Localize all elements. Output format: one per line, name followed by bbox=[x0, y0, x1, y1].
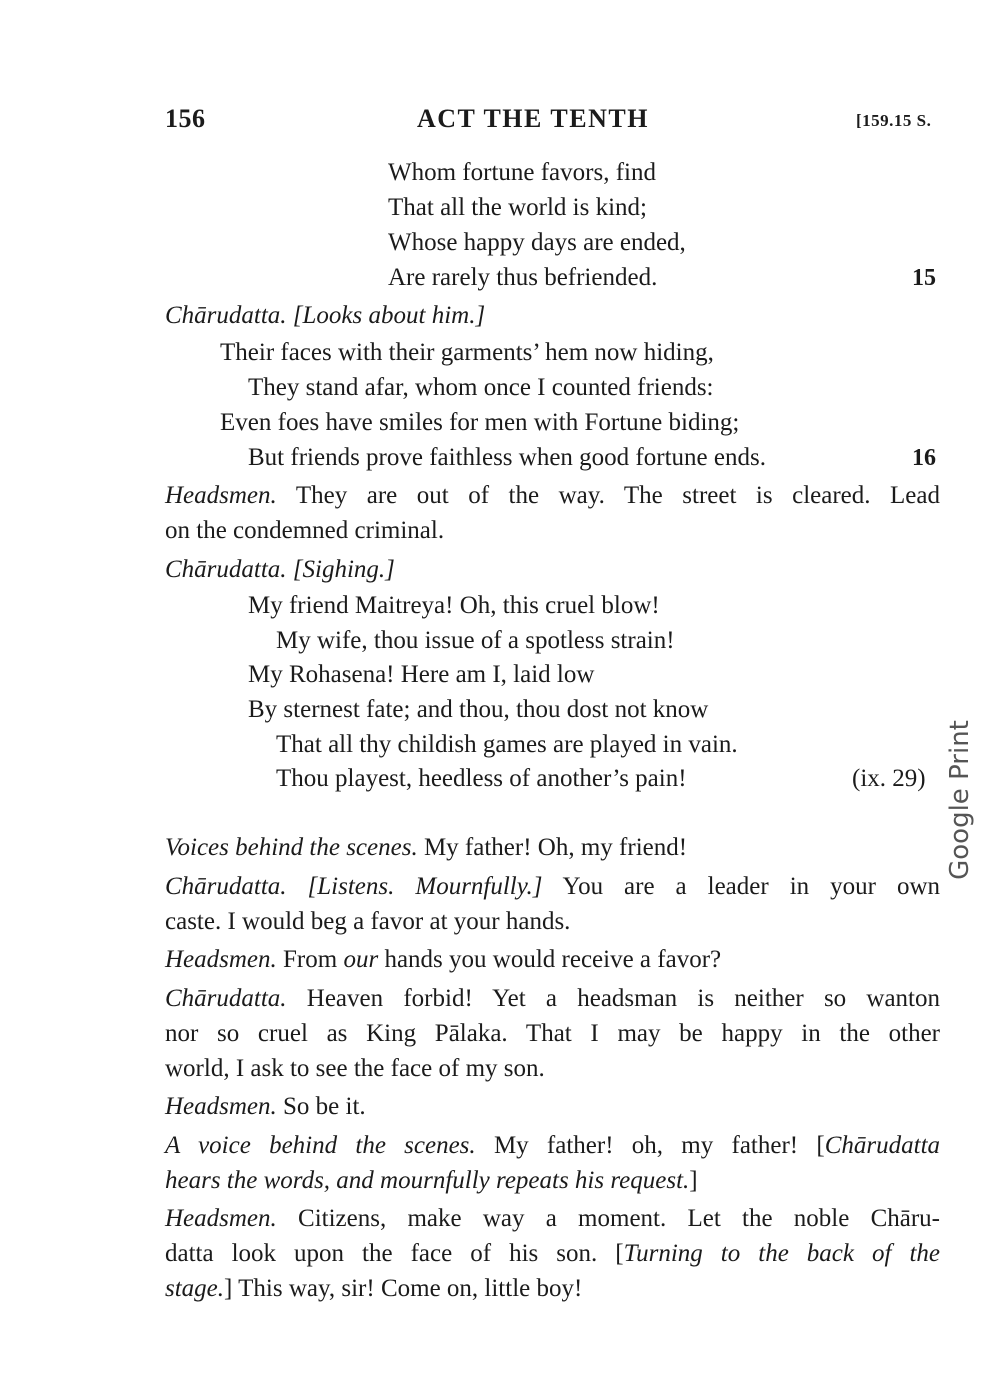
verse-line: Thou playest, heedless of another’s pain! bbox=[276, 765, 687, 792]
verse-line: My wife, thou issue of a spotless strain! bbox=[276, 627, 675, 654]
emphasis-text: our bbox=[343, 946, 379, 973]
verse-line: But friends prove faithless when good fortune ends. bbox=[248, 444, 766, 471]
direction-text: Chārudatta bbox=[824, 1132, 941, 1159]
verse-number: 15 bbox=[912, 265, 936, 291]
speaker-name: Headsmen. bbox=[165, 482, 277, 509]
dialogue-text: datta look upon the face of his son. [ bbox=[165, 1240, 624, 1267]
dialogue-text: They are out of the way. The street is cleared. Lead bbox=[295, 482, 940, 509]
speaker-name: Chārudatta. bbox=[165, 302, 287, 329]
verse-line: Their faces with their garments’ hem now hiding, bbox=[220, 339, 714, 366]
page-reference: [159.15 S. bbox=[856, 111, 932, 130]
direction-text: [Looks about him.] bbox=[292, 302, 486, 329]
dialogue-line: world, I ask to see the face of my son. bbox=[165, 1055, 545, 1082]
dialogue-line bbox=[165, 1239, 940, 1269]
dialogue-text: Heaven forbid! Yet a headsman is neither so wanton bbox=[306, 985, 940, 1012]
verse-number: 16 bbox=[912, 445, 936, 471]
dialogue-line: on the condemned criminal. bbox=[165, 517, 445, 544]
dialogue-line bbox=[165, 945, 721, 975]
verse-line: Whose happy days are ended, bbox=[388, 229, 686, 256]
dialogue-text: Citizens, make way a moment. Let the noble Chāru- bbox=[298, 1205, 941, 1232]
direction-text: stage. bbox=[165, 1275, 225, 1302]
dialogue-line bbox=[165, 1166, 698, 1196]
dialogue-text: So be it. bbox=[283, 1093, 366, 1120]
speaker-name: Voices behind the scenes. bbox=[165, 834, 418, 861]
verse-line: Are rarely thus befriended. bbox=[388, 264, 658, 291]
verse-line: By sternest fate; and thou, thou dost not know bbox=[248, 696, 709, 723]
dialogue-text: hands you would receive a favor? bbox=[384, 946, 722, 973]
dialogue-line bbox=[165, 481, 940, 511]
stage-direction bbox=[165, 301, 485, 331]
dialogue-line bbox=[165, 1204, 940, 1234]
dialogue-line bbox=[165, 1092, 366, 1122]
dialogue-text: ] This way, sir! Come on, little boy! bbox=[224, 1275, 583, 1302]
speaker-name: Chārudatta. bbox=[165, 873, 287, 900]
speaker-name: Headsmen. bbox=[165, 1093, 277, 1120]
running-title: ACT THE TENTH bbox=[417, 104, 649, 133]
stage-direction bbox=[165, 555, 395, 585]
dialogue-line: caste. I would beg a favor at your hands. bbox=[165, 908, 571, 935]
speaker-name: Headsmen. bbox=[165, 1205, 277, 1232]
verse-line: Whom fortune favors, find bbox=[388, 159, 656, 186]
verse-number: (ix. 29) bbox=[852, 765, 926, 792]
dialogue-text: My father! oh, my father! [ bbox=[493, 1132, 825, 1159]
watermark-text: Google Print bbox=[945, 720, 975, 880]
speaker-name: Chārudatta. bbox=[165, 556, 287, 583]
verse-line: Even foes have smiles for men with Fortune biding; bbox=[220, 409, 740, 436]
dialogue-line bbox=[165, 984, 940, 1014]
verse-line: My Rohasena! Here am I, laid low bbox=[248, 661, 595, 688]
dialogue-text: ] bbox=[689, 1167, 698, 1194]
dialogue-line bbox=[165, 833, 687, 863]
verse-line: That all the world is kind; bbox=[388, 194, 647, 221]
dialogue-line bbox=[165, 1131, 940, 1161]
direction-text: Turning to the back of the bbox=[623, 1240, 940, 1267]
direction-text: hears the words, and mournfully repeats his request. bbox=[165, 1167, 690, 1194]
page-number: 156 bbox=[165, 104, 206, 133]
google-print-watermark bbox=[930, 710, 990, 890]
verse-line: My friend Maitreya! Oh, this cruel blow! bbox=[248, 592, 660, 619]
dialogue-text: My father! Oh, my friend! bbox=[423, 834, 688, 861]
dialogue-line bbox=[165, 872, 940, 902]
verse-line: They stand afar, whom once I counted friends: bbox=[248, 374, 714, 401]
dialogue-line bbox=[165, 1274, 582, 1304]
speaker-name: Chārudatta. bbox=[165, 985, 287, 1012]
speaker-name: Headsmen. bbox=[165, 946, 277, 973]
direction-text: [Sighing.] bbox=[292, 556, 395, 583]
dialogue-line: nor so cruel as King Pālaka. That I may be happy in the other bbox=[165, 1020, 940, 1047]
speaker-name: A voice behind the scenes. bbox=[165, 1132, 476, 1159]
verse-line: That all thy childish games are played in vain. bbox=[276, 731, 738, 758]
dialogue-text: From bbox=[283, 946, 338, 973]
direction-text: [Listens. Mournfully.] bbox=[307, 873, 543, 900]
dialogue-text: You are a leader in your own bbox=[562, 873, 940, 900]
